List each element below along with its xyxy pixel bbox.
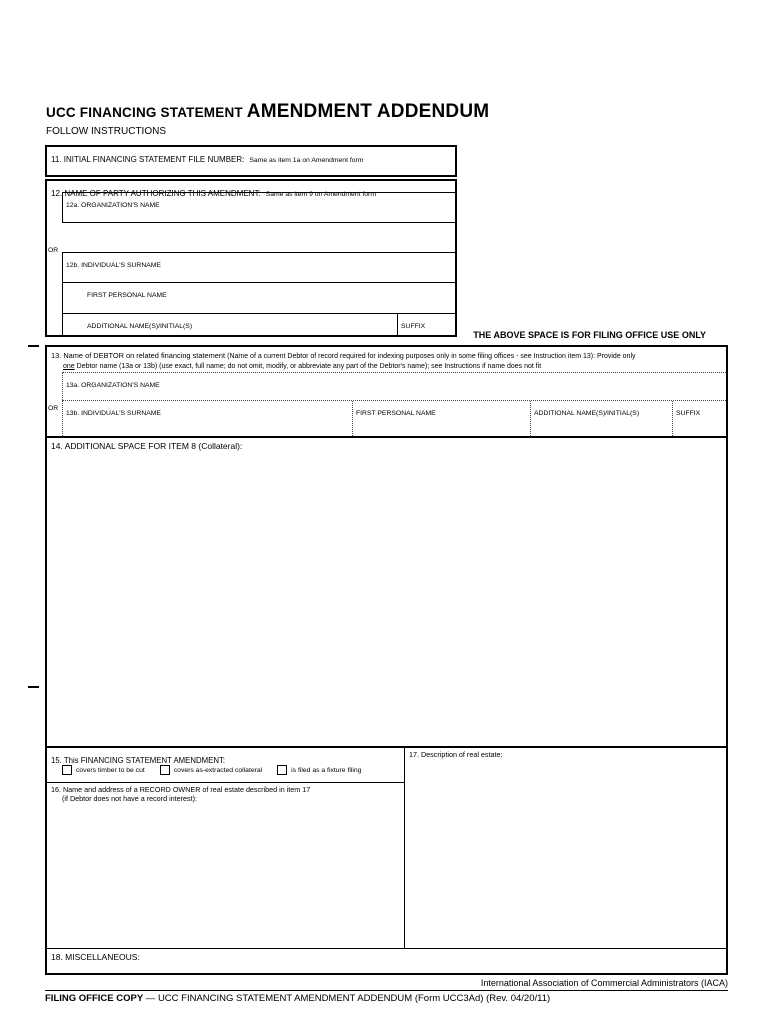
item13b-individual-name-row <box>62 400 726 436</box>
item11-hint: Same as item 1a on Amendment form <box>249 157 364 164</box>
item12b-individual-name-group <box>62 252 455 335</box>
follow-instructions-label: FOLLOW INSTRUCTIONS <box>46 126 167 137</box>
item13-label-start: 13. Name of DEBTOR on related financing statement <box>51 351 228 360</box>
item13-debtor-section <box>47 347 726 438</box>
item16-record-owner-input-area[interactable] <box>51 803 400 946</box>
item12-or-label: OR <box>48 247 59 254</box>
item15-amendment-section <box>47 748 404 783</box>
item18-label: 18. MISCELLANEOUS: <box>51 952 140 962</box>
item13-additional-names-field[interactable] <box>531 401 673 436</box>
item14-collateral-input-area[interactable] <box>51 451 722 743</box>
item18-miscellaneous-input-area[interactable] <box>140 952 722 970</box>
item16-label-line1: 16. Name and address of a RECORD OWNER of real estate described in item 17 <box>51 785 311 794</box>
form-revision-label: — UCC FINANCING STATEMENT AMENDMENT ADDENDUM (Form UCC3Ad) (Rev. 04/20/11) <box>143 993 551 1004</box>
item13-first-personal-name-label: FIRST PERSONAL NAME <box>356 410 436 417</box>
item17-real-estate-section <box>405 748 726 948</box>
item16-label-line2: (if Debtor does not have a record interest): <box>62 794 198 803</box>
form-title <box>46 101 489 123</box>
item13a-organization-name-field[interactable] <box>62 372 726 400</box>
item12-additional-names-label: ADDITIONAL NAME(S)/INITIAL(S) <box>87 323 193 330</box>
crop-mark-middle <box>28 686 39 688</box>
item13-label-one: one <box>63 363 75 370</box>
item11-initial-financing-statement-box <box>45 145 457 177</box>
item13-suffix-field[interactable] <box>673 401 726 436</box>
item13-or-label: OR <box>48 405 59 412</box>
crop-mark-top <box>28 345 39 347</box>
iaca-attribution: International Association of Commercial Administrators (IACA) <box>480 978 728 988</box>
covers-timber-checkbox[interactable] <box>62 765 72 775</box>
item13-label-rest: Debtor name (13a or 13b) (use exact, full name; do not omit, modify, or abbreviate any part of the Debtor's name); see Instructions if name does not fit <box>74 363 542 370</box>
item13-additional-names-label: ADDITIONAL NAME(S)/INITIAL(S) <box>534 410 640 417</box>
item12-suffix-label: SUFFIX <box>401 323 426 330</box>
item13b-surname-label: 13b. INDIVIDUAL'S SURNAME <box>66 410 161 417</box>
item13b-surname-field[interactable] <box>63 401 353 436</box>
item12-suffix-field[interactable] <box>398 314 455 335</box>
as-extracted-collateral-checkbox[interactable] <box>160 765 170 775</box>
item12-first-personal-name-label: FIRST PERSONAL NAME <box>87 292 167 299</box>
covers-timber-label: covers timber to be cut <box>76 766 145 774</box>
item11-label-row <box>51 149 451 167</box>
form-title-prefix: UCC FINANCING STATEMENT <box>46 105 247 120</box>
item13-first-personal-name-field[interactable] <box>353 401 531 436</box>
item12-authorizing-party-box <box>45 179 457 337</box>
item11-label: 11. INITIAL FINANCING STATEMENT FILE NUMBER: <box>51 155 245 164</box>
item13-instructions <box>47 347 726 374</box>
item12a-label: 12a. ORGANIZATION'S NAME <box>66 202 160 209</box>
item13-label-line2 <box>51 362 722 372</box>
item12-label: 12. NAME OF PARTY AUTHORIZING THIS AMENDMENT: <box>51 189 261 198</box>
item13-label-line1 <box>51 349 722 362</box>
item15-label: 15. This FINANCING STATEMENT AMENDMENT: <box>51 756 226 765</box>
fixture-filing-label: is filed as a fixture filing <box>291 766 362 774</box>
item16-record-owner-section <box>47 783 404 948</box>
item14-label: 14. ADDITIONAL SPACE FOR ITEM 8 (Collateral): <box>51 441 243 451</box>
item17-label: 17. Description of real estate: <box>409 750 503 759</box>
item12-additional-names-field[interactable] <box>63 314 398 335</box>
item11-file-number-field[interactable] <box>51 167 451 173</box>
as-extracted-collateral-label: covers as-extracted collateral <box>173 766 263 774</box>
item15-checkbox-row <box>62 765 376 775</box>
lower-form-box <box>45 345 728 975</box>
item13-label-paren: (Name of a current Debtor of record required for indexing purposes only in some filing offices - see Instruction item 13): Provide only <box>227 353 636 360</box>
item18-miscellaneous-section <box>47 948 726 973</box>
item13a-label: 13a. ORGANIZATION'S NAME <box>66 382 160 389</box>
filing-office-use-note: THE ABOVE SPACE IS FOR FILING OFFICE USE ONLY <box>473 330 706 340</box>
items-15-16-column <box>47 748 405 948</box>
filing-office-copy-line <box>45 990 728 1004</box>
item14-collateral-section <box>47 438 726 748</box>
item12-hint: Same as item 9 on Amendment form <box>265 191 376 198</box>
item13-suffix-label: SUFFIX <box>676 410 701 417</box>
filing-office-copy-label: FILING OFFICE COPY <box>45 993 144 1004</box>
item12b-surname-field[interactable] <box>63 253 455 283</box>
item17-description-input-area[interactable] <box>409 759 722 946</box>
form-title-main: AMENDMENT ADDENDUM <box>246 101 490 122</box>
fixture-filing-checkbox[interactable] <box>277 765 287 775</box>
item12-first-personal-name-field[interactable] <box>63 283 455 314</box>
item12a-organization-name-field[interactable] <box>62 192 455 223</box>
item12-additional-suffix-row <box>63 314 455 335</box>
item12b-surname-label: 12b. INDIVIDUAL'S SURNAME <box>66 262 161 269</box>
bottom-section <box>47 748 726 948</box>
